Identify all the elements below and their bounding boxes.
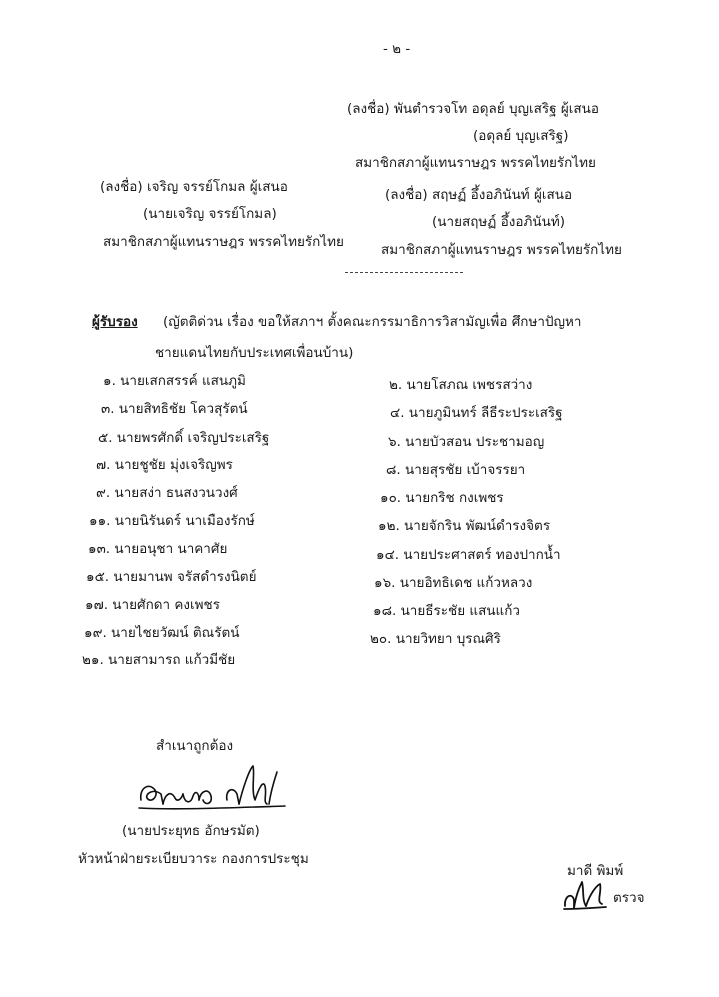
endorser-right-3: ๖. นายบัวสอน ประชามอญ [388, 434, 545, 450]
page-number: - ๒ - [383, 41, 411, 57]
top-signer-sign-line: (ลงชื่อ) พันตำรวจโท อดุลย์ บุญเสริฐ ผู้เสนอ [347, 101, 599, 117]
endorser-right-1: ๒. นายโสภณ เพชรสว่าง [389, 377, 533, 393]
endorser-left-4: ๗. นายชูชัย มุ่งเจริญพร [96, 457, 233, 473]
endorser-left-5: ๙. นายสง่า ธนสงวนวงศ์ [96, 485, 238, 501]
top-signer-position: สมาชิกสภาผู้แทนราษฎร พรรคไทยรักไทย [355, 155, 596, 171]
endorsement-line-2: ชายแดนไทยกับประเทศเพื่อนบ้าน) [155, 345, 354, 361]
endorser-right-8: ๑๖. นายอิทธิเดช แก้วหลวง [374, 575, 533, 591]
endorsement-line-1: (ญัตติด่วน เรื่อง ขอให้สภาฯ ตั้งคณะกรรมาธิการวิสามัญเพื่อ ศึกษาปัญหา [163, 314, 582, 330]
certifier-signature [135, 760, 295, 820]
endorsement-heading: ผู้รับรอง [92, 314, 138, 330]
checker-initials [562, 878, 612, 912]
checker-label: ตรวจ [613, 890, 645, 906]
certifier-position: หัวหน้าฝ่ายระเบียบวาระ กองการประชุม [78, 851, 309, 867]
left-signer-position: สมาชิกสภาผู้แทนราษฎร พรรคไทยรักไทย [103, 234, 344, 250]
endorser-right-7: ๑๔. นายประศาสตร์ ทองปากน้ำ [376, 547, 561, 563]
right-signer-sign-line: (ลงชื่อ) สฤษฏ์ อึ้งอภินันท์ ผู้เสนอ [385, 187, 573, 203]
right-signer-name: (นายสฤษฏ์ อึ้งอภินันท์) [432, 214, 565, 230]
left-signer-name: (นายเจริญ จรรย์โกมล) [143, 206, 277, 222]
endorser-left-11: ๒๑. นายสามารถ แก้วมีชัย [82, 652, 236, 668]
endorser-left-6: ๑๑. นายนิรันดร์ นาเมืองรักษ์ [89, 513, 255, 529]
certifier-name: (นายประยุทธ อักษรมัต) [122, 823, 260, 839]
endorser-left-2: ๓. นายสิทธิชัย โควสุรัตน์ [101, 401, 248, 417]
left-signer-sign-line: (ลงชื่อ) เจริญ จรรย์โกมล ผู้เสนอ [100, 179, 288, 195]
typist-label: มาดี พิมพ์ [567, 863, 624, 879]
endorser-left-8: ๑๕. นายมานพ จรัสดำรงนิตย์ [86, 569, 257, 585]
endorser-right-4: ๘. นายสุรชัย เบ้าจรรยา [386, 462, 526, 478]
endorser-right-9: ๑๘. นายธีระชัย แสนแก้ว [373, 603, 521, 619]
endorser-left-9: ๑๗. นายศักดา คงเพชร [85, 597, 220, 613]
endorser-left-7: ๑๓. นายอนุชา นาคาศัย [88, 541, 228, 557]
certification-label: สำเนาถูกต้อง [156, 738, 234, 754]
endorser-right-6: ๑๒. นายจักริน พัฒน์ดำรงจิตร [378, 518, 551, 534]
endorser-left-1: ๑. นายเสกสรรค์ แสนภูมิ [103, 373, 246, 389]
right-signer-position: สมาชิกสภาผู้แทนราษฎร พรรคไทยรักไทย [381, 242, 622, 258]
separator-line [345, 272, 463, 273]
endorser-left-3: ๕. นายพรศักดิ์ เจริญประเสริฐ [98, 430, 270, 446]
endorser-left-10: ๑๙. นายไชยวัฒน์ ติณรัตน์ [84, 625, 240, 641]
top-signer-name: (อดุลย์ บุญเสริฐ) [473, 128, 569, 144]
endorser-right-2: ๔. นายภูมินทร์ ลีธีระประเสริฐ [390, 405, 563, 421]
endorser-right-5: ๑๐. นายกริช กงเพชร [380, 490, 504, 506]
endorser-right-10: ๒๐. นายวิทยา บุรณศิริ [370, 631, 501, 647]
